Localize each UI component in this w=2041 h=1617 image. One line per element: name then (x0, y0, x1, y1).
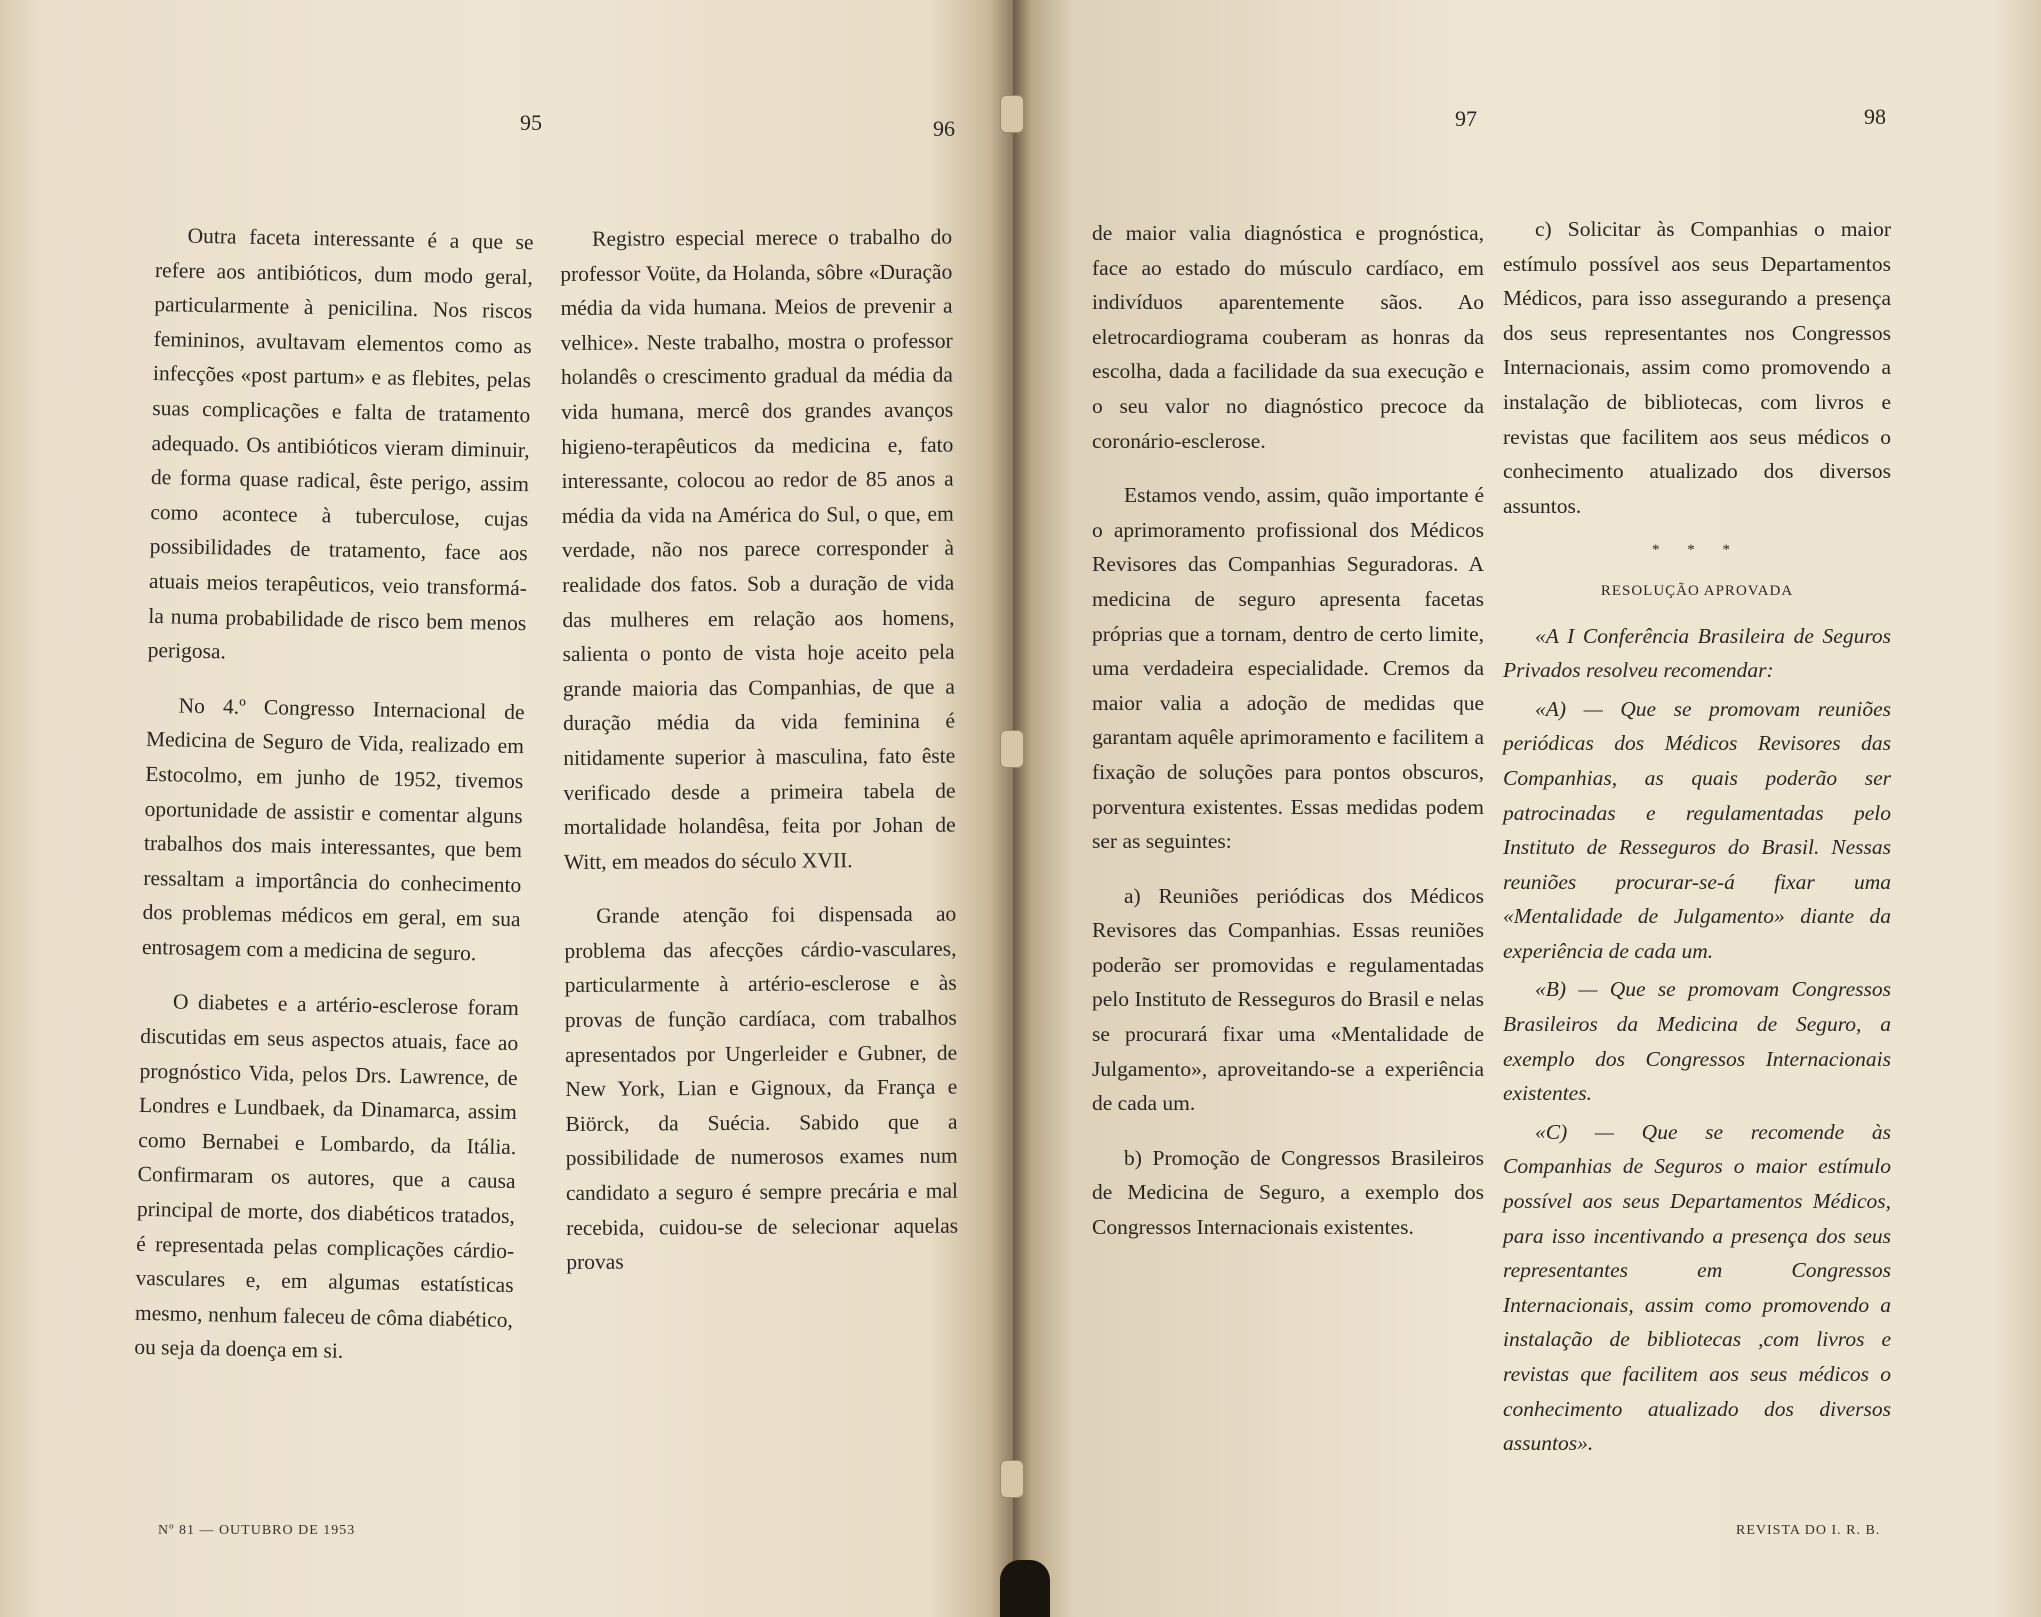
paragraph: Registro especial merece o trabalho do professor Voüte, da Holanda, sôbre «Duração média da vida humana. Meios de prevenir a velhice». Neste trabalho, mostra o professor holandês o crescimento gradual da média da vida humana, mercê dos grandes avanços higieno-terapêuticos da medicina e, fato interessante, colocou ao redor de 85 anos a média da vida na América do Sul, o que, em verdade, não nos parece corresponder à realidade dos fatos. Sob a duração de vida das mulheres em relação aos homens, salienta o ponto de vista hoje aceito pela grande maioria das Companhias, de que a duração média da vida feminina é nitidamente superior à masculina, fato êste verificado desde a primeira tabela de mortalidade holandêsa, feita por Johan de Witt, em meados do século XVII. (560, 224, 956, 874)
page-number-97: 97 (1455, 106, 1477, 131)
binding-thread-top (1000, 95, 1024, 133)
paragraph: O diabetes e a artério-esclerose foram discutidas em seus aspectos atuais, face ao prognóstico Vida, pelos Drs. Lawrence, de Londres e Lundbaek, da Dinamarca, assim como Bernabei e Lombardo, da Itália. Confirmaram os autores, que a causa principal de morte, dos diabéticos tratados, é representada pelas complicações cárdio-vasculares e, em algumas estatísticas mesmo, nenhum faleceu de côma diabético, ou seja da doença em si. (134, 989, 520, 1364)
gutter-shadow (1000, 1560, 1050, 1617)
resolution-intro: «A I Conferência Brasileira de Seguros Privados resolveu recomendar: (1503, 623, 1891, 683)
paragraph: de maior valia diagnóstica e prognóstica, face ao estado do músculo cardíaco, em indivíduos aparentemente sãos. Ao eletrocardiograma couberam as honras da escolha, dada a facilidade da sua execução e o seu valor no diagnóstico precoce da coronário-esclerose. (1092, 221, 1484, 453)
resolution-heading: RESOLUÇÃO APROVADA (1600, 582, 1794, 599)
page-95-column (134, 218, 534, 1372)
section-divider: * * * (1652, 542, 1742, 559)
page-number-98: 98 (1864, 104, 1886, 129)
page-97-column (1092, 216, 1484, 1245)
resolution-item: «A) — Que se promovam reuniões periódicas dos Médicos Revisores das Companhias, as quais poderão ser patrocinadas e regulamentadas pelo Instituto de Resseguros do Brasil. Nessas reuniões procurar-se-á fixar uma «Mentalidade de Julgamento» diante da experiência de cada um. (1503, 696, 1891, 963)
list-item-b: b) Promoção de Congressos Brasileiros de Medicina de Seguro, a exemplo dos Congressos Internacionais existentes. (1092, 1145, 1484, 1240)
resolution-item: «B) — Que se promovam Congressos Brasileiros da Medicina de Seguro, a exemplo dos Congressos Internacionais existentes. (1503, 977, 1891, 1106)
list-item-a: a) Reuniões periódicas dos Médicos Revisores das Companhias. Essas reuniões poderão ser promovidas e regulamentadas pelo Instituto de Resseguros do Brasil e nelas se procurará fixar uma «Mentalidade de Julgamento», aproveitando-se a experiência de cada um. (1092, 883, 1484, 1116)
paragraph: Grande atenção foi dispensada ao problema das afecções cárdio-vasculares, particularmente à artério-esclerose e às provas de função cardíaca, com trabalhos apresentados por Ungerleider e Gubner, de New York, Lian e Gignoux, da França e Biörck, da Suécia. Sabido que a possibilidade de numerosos exames num candidato a seguro é sempre precária e mal recebida, cuidou-se de selecionar aquelas provas (564, 901, 959, 1275)
footer-issue: Nº 81 — OUTUBRO DE 1953 (158, 1523, 356, 1538)
binding-thread-bottom (1000, 1460, 1024, 1498)
page-number-96: 96 (933, 116, 955, 141)
paragraph: Outra faceta interessante é a que se refere aos antibióticos, dum modo geral, particularmente à penicilina. Nos riscos femininos, avultavam elementos como as infecções «post partum» e as flebites, pelas suas complicações e falta de tratamento adequado. Os antibióticos vieram diminuir, de forma quase radical, êste perigo, assim como acontece à tuberculose, cujas possibilidades de tratamento, face aos atuais meios terapêuticos, veio transformá-la numa probabilidade de risco bem menos perigosa. (147, 223, 534, 664)
resolution-item: «C) — Que se recomende às Companhias de Seguros o maior estímulo possível aos seus Departamentos Médicos, para isso incentivando a presença dos seus representantes em Congressos Internacionais, assim como promovendo a instalação de bibliotecas ,com livros e revistas que facilitem aos seus médicos o conhecimento atualizado dos diversos assuntos». (1503, 1119, 1891, 1456)
page-number-95: 95 (520, 110, 542, 135)
binding-thread-middle (1000, 730, 1024, 768)
list-item-c: c) Solicitar às Companhias o maior estímulo possível aos seus Departamentos Médicos, para isso assegurando a presença dos seus representantes nos Congressos Internacionais, assim como promovendo a instalação de bibliotecas, com livros e revistas que facilitem aos seus médicos o conhecimento atualizado dos diversos assuntos. (1503, 217, 1891, 518)
footer-journal: REVISTA DO I. R. B. (1736, 1523, 1881, 1538)
paragraph: Estamos vendo, assim, quão importante é o aprimoramento profissional dos Médicos Revisores das Companhias Seguradoras. A medicina de seguro apresenta facetas próprias que a tornam, dentro de certo limite, uma verdadeira especialidade. Cremos da maior valia a adoção de medidas que garantam aquêle aprimoramento e facilitem a fixação de soluções para pontos obscuros, porventura existentes. Essas medidas podem ser as seguintes: (1092, 483, 1484, 854)
page-96-column (560, 220, 958, 1280)
page-98-column (1503, 212, 1891, 1461)
paragraph: No 4.º Congresso Internacional de Medicina de Seguro de Vida, realizado em Estocolmo, em junho de 1952, tivemos oportunidade de assistir e comentar alguns trabalhos dos mais interessantes, que bem ressaltam a importância do conhecimento dos problemas médicos em geral, em sua entrosagem com a medicina de seguro. (141, 693, 525, 966)
